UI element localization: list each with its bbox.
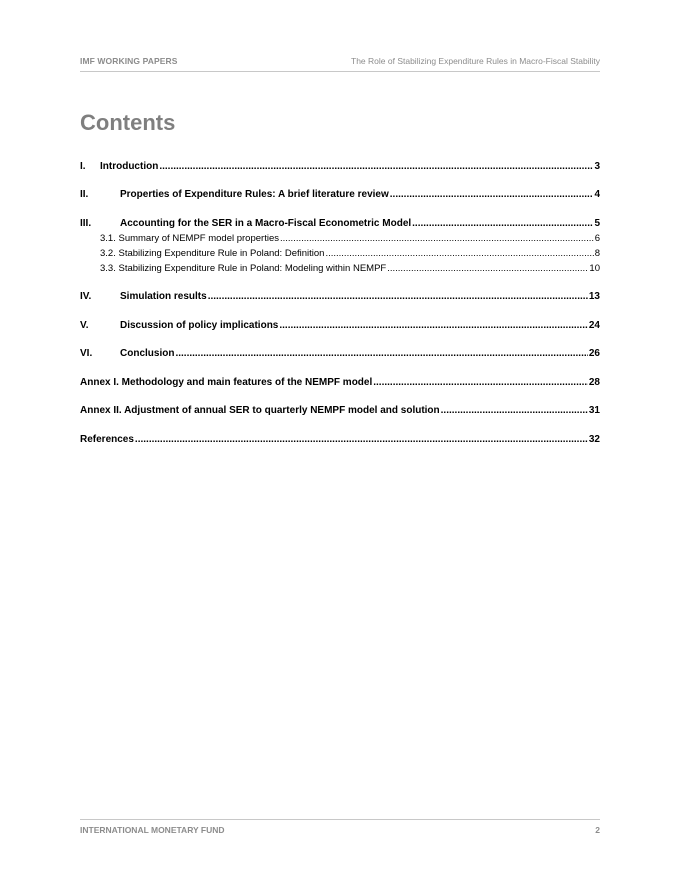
toc-entry-page: 6	[594, 233, 600, 244]
toc-entry-page: 28	[588, 377, 600, 388]
toc-entry-introduction[interactable]	[80, 160, 600, 174]
toc-entry-accounting[interactable]	[80, 217, 600, 231]
toc-entry-page: 13	[588, 291, 600, 302]
toc-entry-title: Properties of Expenditure Rules: A brief literature review	[120, 189, 389, 200]
page-title: Contents	[80, 110, 176, 135]
toc-entry-page: 32	[588, 434, 600, 445]
toc-entry-number: III.	[80, 218, 92, 229]
toc-entry-number: II.	[80, 189, 89, 200]
toc-entry-number: IV.	[80, 291, 92, 302]
toc-subentry-3-3[interactable]	[100, 262, 600, 276]
toc-entry-number: VI.	[80, 348, 93, 359]
toc-entry-page: 5	[594, 218, 600, 229]
toc-leader-dots	[135, 433, 588, 447]
toc-entry-annex-1[interactable]	[80, 376, 600, 390]
toc-entry-simulation[interactable]	[80, 290, 600, 304]
toc-entry-page: 26	[588, 348, 600, 359]
toc-entry-title: Accounting for the SER in a Macro-Fiscal Econometric Model	[120, 218, 412, 229]
header-paper-title: The Role of Stabilizing Expenditure Rules in Macro-Fiscal Stability	[351, 56, 600, 66]
toc-leader-dots	[325, 247, 593, 261]
toc-entry-title: 3.1. Summary of NEMPF model properties	[100, 233, 279, 244]
toc-entry-number: I.	[80, 161, 86, 172]
toc-entry-title: 3.2. Stabilizing Expenditure Rule in Poland: Definition	[100, 248, 325, 259]
toc-entry-number: V.	[80, 320, 89, 331]
toc-entry-title: Annex I. Methodology and main features of the NEMPF model	[80, 377, 373, 388]
toc-leader-dots	[279, 319, 588, 333]
toc-entry-title: Discussion of policy implications	[120, 320, 279, 331]
toc-subentry-3-2[interactable]	[100, 247, 600, 261]
running-footer	[80, 819, 600, 840]
toc-leader-dots	[441, 404, 588, 418]
toc-leader-dots	[373, 376, 588, 390]
toc-entry-page: 8	[594, 248, 600, 259]
toc-entry-properties[interactable]	[80, 188, 600, 202]
toc-leader-dots	[175, 347, 587, 361]
toc-leader-dots	[280, 232, 594, 246]
toc-entry-title: Simulation results	[120, 291, 207, 302]
toc-entry-title: Conclusion	[120, 348, 175, 359]
toc-entry-page: 24	[588, 320, 600, 331]
toc-entry-title: 3.3. Stabilizing Expenditure Rule in Poland: Modeling within NEMPF	[100, 263, 387, 274]
toc-entry-discussion[interactable]	[80, 319, 600, 333]
toc-entry-title: Annex II. Adjustment of annual SER to quarterly NEMPF model and solution	[80, 405, 440, 416]
running-header	[80, 55, 600, 72]
page-number: 2	[595, 825, 600, 835]
toc-entry-page: 10	[589, 263, 600, 274]
toc-leader-dots	[159, 160, 593, 174]
header-series-label: IMF WORKING PAPERS	[80, 56, 178, 66]
toc-leader-dots	[387, 262, 588, 276]
toc-leader-dots	[390, 188, 594, 202]
toc-entry-references[interactable]	[80, 433, 600, 447]
toc-entry-page: 31	[588, 405, 600, 416]
toc-leader-dots	[208, 290, 588, 304]
toc-entry-page: 3	[594, 161, 600, 172]
toc-entry-page: 4	[594, 189, 600, 200]
footer-publisher: INTERNATIONAL MONETARY FUND	[80, 825, 225, 835]
toc-entry-conclusion[interactable]	[80, 347, 600, 361]
toc-entry-annex-2[interactable]	[80, 404, 600, 418]
toc-entry-title: Introduction	[100, 161, 159, 172]
toc-leader-dots	[412, 217, 593, 231]
toc-subentry-3-1[interactable]	[100, 232, 600, 246]
toc-entry-title: References	[80, 434, 134, 445]
